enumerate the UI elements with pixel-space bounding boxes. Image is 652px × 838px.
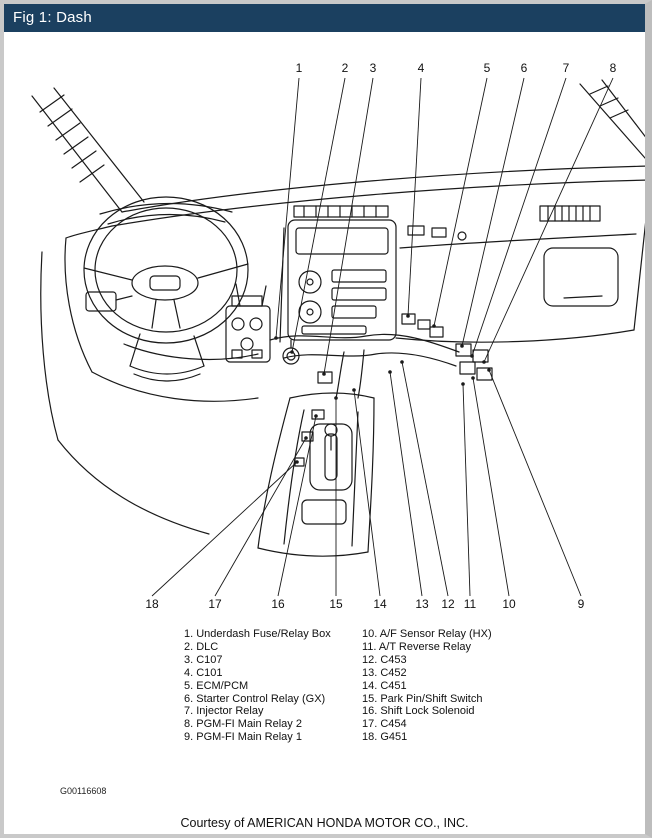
callout-bottom-11: 11 [463, 597, 477, 611]
instrument-cluster [100, 203, 232, 224]
callout-bottom-16: 16 [271, 597, 285, 611]
legend-item: 4. C101 [184, 666, 223, 679]
legend-item: 16. Shift Lock Solenoid [362, 705, 475, 718]
legend-item: 2. DLC [184, 640, 219, 653]
legend-item: 11. A/T Reverse Relay [362, 640, 472, 653]
legend-item: 12. C453 [362, 653, 407, 666]
legend-item: 6. Starter Control Relay (GX) [184, 692, 326, 705]
callout-bottom-18: 18 [145, 597, 159, 611]
legend-item: 15. Park Pin/Shift Switch [362, 692, 483, 705]
left-pillar [32, 88, 144, 212]
legend-item: 8. PGM-FI Main Relay 2 [184, 718, 302, 731]
wiring-harness [270, 334, 459, 398]
fuse-relay-box [226, 284, 270, 362]
callout-top-6: 6 [520, 61, 528, 75]
figure-header [4, 4, 645, 32]
figure-id: G00116608 [60, 786, 107, 796]
callout-top-8: 8 [609, 61, 617, 75]
callout-bottom-10: 10 [502, 597, 516, 611]
callout-top-3: 3 [369, 61, 377, 75]
legend-item: 1. Underdash Fuse/Relay Box [184, 628, 331, 640]
legend-item: 9. PGM-FI Main Relay 1 [184, 731, 302, 744]
callout-top-7: 7 [562, 61, 570, 75]
figure-title: Fig 1: Dash [13, 9, 92, 26]
legend-item: 3. C107 [184, 653, 223, 666]
callout-top-5: 5 [483, 61, 491, 75]
steering-wheel [84, 197, 248, 381]
callout-numbers [145, 61, 616, 611]
callout-bottom-14: 14 [373, 597, 387, 611]
leader-lines [152, 78, 613, 596]
legend-item: 14. C451 [362, 679, 407, 692]
callout-bottom-13: 13 [415, 597, 429, 611]
legend-right-column [362, 628, 492, 744]
callout-bottom-9: 9 [577, 597, 585, 611]
callout-bottom-12: 12 [441, 597, 455, 611]
legend-item: 18. G451 [362, 731, 408, 744]
callout-bottom-15: 15 [329, 597, 343, 611]
legend-left-column [184, 628, 331, 744]
callout-top-1: 1 [295, 61, 303, 75]
glove-box [544, 248, 618, 306]
center-stack [288, 206, 396, 340]
legend-item: 13. C452 [362, 666, 407, 679]
legend-item: 5. ECM/PCM [184, 679, 249, 692]
caption: Courtesy of AMERICAN HONDA MOTOR CO., INC. [180, 816, 469, 830]
dash-switches [408, 226, 466, 240]
callout-top-4: 4 [417, 61, 425, 75]
connectors [283, 314, 443, 383]
legend-item: 7. Injector Relay [184, 705, 264, 718]
callout-bottom-17: 17 [208, 597, 222, 611]
legend-item: 17. C454 [362, 718, 407, 731]
callout-top-2: 2 [341, 61, 349, 75]
legend-item: 10. A/F Sensor Relay (HX) [362, 628, 492, 640]
dash-diagram [4, 40, 652, 620]
right-pillar [580, 80, 652, 166]
dash-line-art [32, 80, 652, 556]
